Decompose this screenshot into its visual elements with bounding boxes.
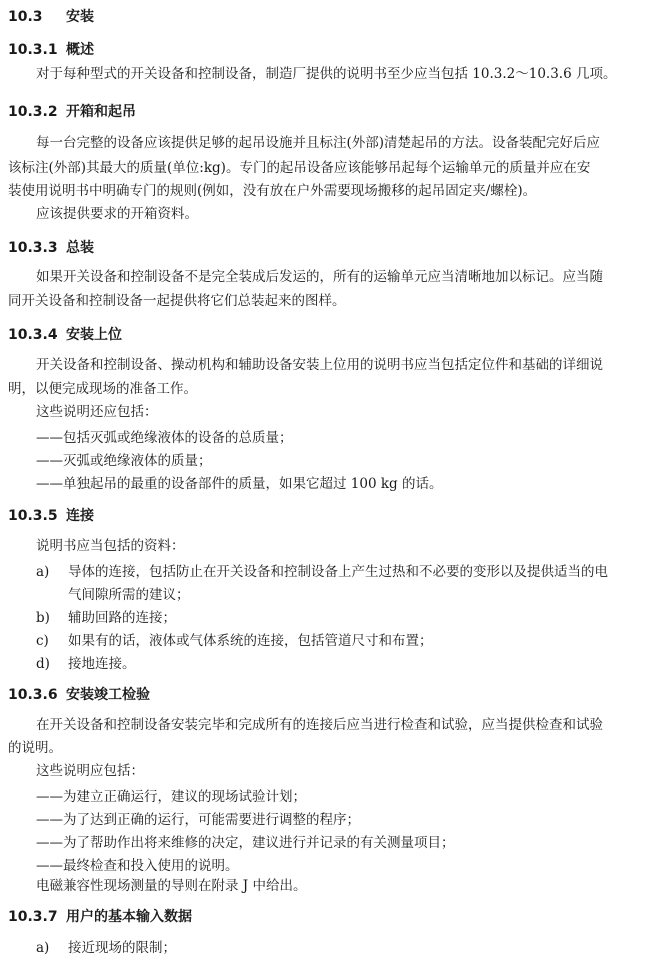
section-title: 安装竣工检验 [66,687,150,703]
list-item [36,629,433,649]
list-item: ——最终检查和投入使用的说明。 [36,858,239,874]
list-item: ——为了帮助作出将来维修的决定，建议进行并记录的有关测量项目； [36,835,455,851]
item-label: a) [36,564,50,580]
list-item: ——包括灭弧或绝缘液体的设备的总质量； [36,430,293,446]
section-title: 概述 [66,42,94,58]
section-title: 安装上位 [66,327,122,343]
section-10-3-heading [8,6,94,26]
paragraph-line: 明，以便完成现场的准备工作。 [8,381,197,397]
item-label: d) [36,656,50,672]
item-text: 如果有的话，液体或气体系统的连接，包括管道尺寸和布置； [68,633,433,649]
section-10-3-2-heading [8,101,136,121]
item-label: c) [36,633,49,649]
item-label: b) [36,610,50,626]
paragraph: 这些说明应包括： [36,763,144,779]
section-title: 连接 [66,508,94,524]
section-title: 安装 [66,9,94,25]
list-item: ——为了达到正确的运行，可能需要进行调整的程序； [36,812,360,828]
section-10-3-7-heading [8,906,192,926]
section-title: 总装 [66,240,94,256]
list-item: ——为建立正确运行，建议的现场试验计划； [36,789,306,805]
item-text: 接地连接。 [68,656,136,672]
list-item: ——灭弧或绝缘液体的质量； [36,453,212,469]
paragraph-line: 同开关设备和控制设备一起提供将它们总装起来的图样。 [8,293,346,309]
list-item [36,560,608,580]
list-item [36,936,176,956]
section-title: 开箱和起吊 [66,104,136,120]
paragraph-line: 如果开关设备和控制设备不是完全装成后发运的，所有的运输单元应当清晰地加以标记。应当随 [36,269,603,285]
section-number: 10.3.5 [8,508,58,524]
section-number: 10.3.2 [8,104,58,120]
section-10-3-6-heading [8,684,150,704]
section-title: 用户的基本输入数据 [66,909,192,925]
paragraph: 这些说明还应包括： [36,404,158,420]
paragraph: 对于每种型式的开关设备和控制设备，制造厂提供的说明书至少应当包括 10.3.2～10.3.6 几项。 [36,66,617,82]
paragraph-line: 在开关设备和控制设备安装完毕和完成所有的连接后应当进行检查和试验，应当提供检查和试验 [36,717,603,733]
paragraph-line: 的说明。 [8,740,62,756]
paragraph-line: 装使用说明书中明确专门的规则(例如，没有放在户外需要现场搬移的起吊固定夹/螺栓)。 [8,183,537,199]
item-text: 辅助回路的连接； [68,610,176,626]
section-number: 10.3 [8,9,43,25]
list-item [36,606,176,626]
section-10-3-3-heading [8,237,94,257]
section-number: 10.3.7 [8,909,58,925]
paragraph-line: 每一台完整的设备应该提供足够的起吊设施并且标注(外部)清楚起吊的方法。设备装配完好后应 [36,135,601,151]
section-number: 10.3.1 [8,42,58,58]
item-label: a) [36,940,50,956]
section-10-3-5-heading [8,505,94,525]
section-number: 10.3.6 [8,687,58,703]
section-10-3-1-heading [8,39,94,59]
list-item [36,652,136,672]
paragraph-line: 该标注(外部)其最大的质量(单位:kg)。专门的起吊设备应该能够吊起每个运输单元的质量并应在安 [8,160,591,176]
paragraph: 说明书应当包括的资料： [36,538,185,554]
item-text: 接近现场的限制； [68,940,176,956]
section-number: 10.3.4 [8,327,58,343]
list-item: ——单独起吊的最重的设备部件的质量，如果它超过 100 kg 的话。 [36,476,443,492]
paragraph: 电磁兼容性现场测量的导则在附录 J 中给出。 [36,878,307,894]
list-item-continuation: 气间隙所需的建议； [68,587,190,603]
section-10-3-4-heading [8,324,122,344]
item-text: 导体的连接，包括防止在开关设备和控制设备上产生过热和不必要的变形以及提供适当的电 [68,564,608,580]
paragraph-line: 开关设备和控制设备、操动机构和辅助设备安装上位用的说明书应当包括定位件和基础的详细说 [36,357,603,373]
section-number: 10.3.3 [8,240,58,256]
paragraph: 应该提供要求的开箱资料。 [36,206,198,222]
